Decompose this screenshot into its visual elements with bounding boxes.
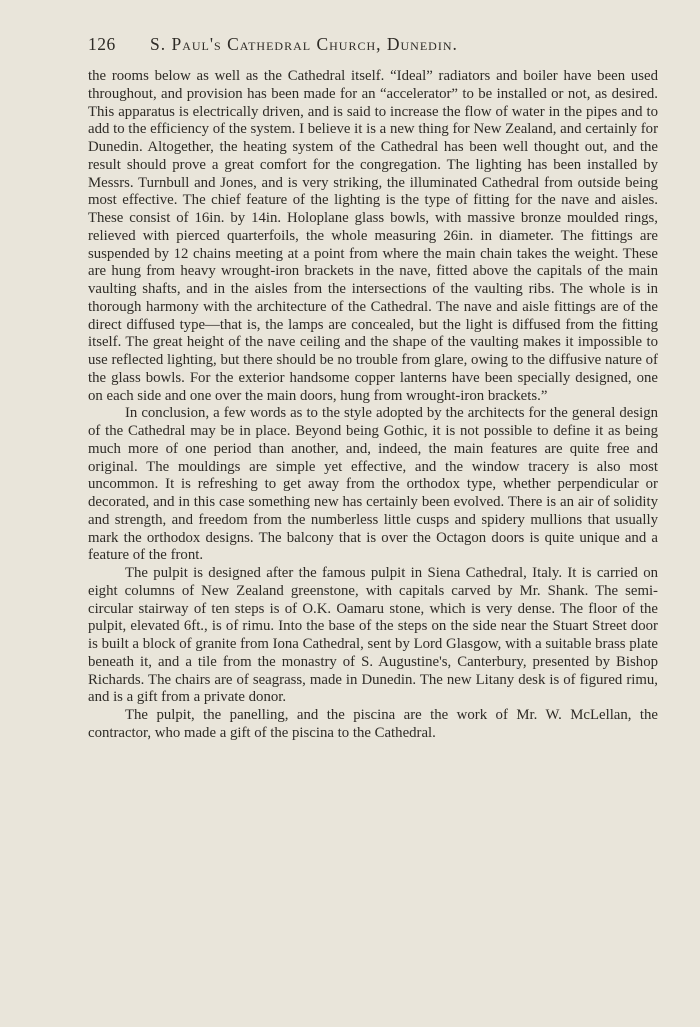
paragraph-continued: the rooms below as well as the Cathedral itself. “Ideal” radiators and boiler have been used throughout, and provision has been made for an “accelerator” to be installed or not, as desired. This apparatus is electrically driven, and is said to increase the flow of water in the pipes and to add to the efficiency of the system. I believe it is a new thing for New Zealand, and certainly for Dunedin. Altogether, the heating system of the Cathedral has been well thought out, and the result should prove a great comfort for the congregation. The lighting has been installed by Messrs. Turnbull and Jones, and is very striking, the illuminated Cathedral from outside being most effective. The chief feature of the lighting is the type of fitting for the nave and aisles. These consist of 16in. by 14in. Holoplane glass bowls, with massive bronze moulded rings, relieved with pierced quarterfoils, the whole measuring 26in. in diameter. The fittings are suspended by 12 chains meeting at a point from where the main chain takes the weight. These are hung from heavy wrought-iron brackets in the nave, fitted above the capitals of the main vaulting shafts, and in the aisles from the intersections of the vaulting ribs. The whole is in thorough harmony with the architecture of the Cathedral. The nave and aisle fittings are of the direct diffused type—that is, the lamps are concealed, but the light is diffused from the fitting itself. The great height of the nave ceiling and the shape of the vaulting makes it impossible to use reflected lighting, but there should be no trouble from glare, owing to the diffusive nature of the glass bowls. For the exterior handsome copper lanterns have been specially designed, one on each side and one over the main doors, hung from wrought-iron brackets.” [88,68,658,404]
paragraph-architecture-style: In conclusion, a few words as to the style adopted by the architects for the general design of the Cathedral may be in place. Beyond being Gothic, it is not possible to define it as being much more of one period than another, and, indeed, the main features are quite free and original. The mouldings are simple yet effective, and the window tracery is also most uncommon. It is refreshing to get away from the orthodox type, whether perpendicular or decorated, and in this case something new has certainly been evolved. There is an air of solidity and strength, and freedom from the numberless little cusps and spidery mullions that usually mark the orthodox designs. The balcony that is over the Octagon doors is quite unique and a feature of the front. [88,405,658,564]
paragraph-pulpit-makers: The pulpit, the panelling, and the piscina are the work of Mr. W. McLellan, the contractor, who made a gift of the piscina to the Cathedral. [88,707,658,741]
running-title: S. Paul's Cathedral Church, Dunedin. [150,34,458,54]
body-text [88,68,658,743]
page-number: 126 [88,34,116,54]
page-header [88,34,658,64]
paragraph-pulpit: The pulpit is designed after the famous pulpit in Siena Cathedral, Italy. It is carried on eight columns of New Zealand greenstone, with capitals carved by Mr. Shank. The semi-circular stairway of ten steps is of O.K. Oamaru stone, which is very dense. The floor of the pulpit, elevated 6ft., is of rimu. Into the base of the steps on the side near the Stuart Street door is built a block of granite from Iona Cathedral, sent by Lord Glasgow, with a suitable brass plate beneath it, and a tile from the monastry of S. Augustine's, Canterbury, presented by Bishop Richards. The chairs are of seagrass, made in Dunedin. The new Litany desk is of figured rimu, and is a gift from a private donor. [88,565,658,706]
